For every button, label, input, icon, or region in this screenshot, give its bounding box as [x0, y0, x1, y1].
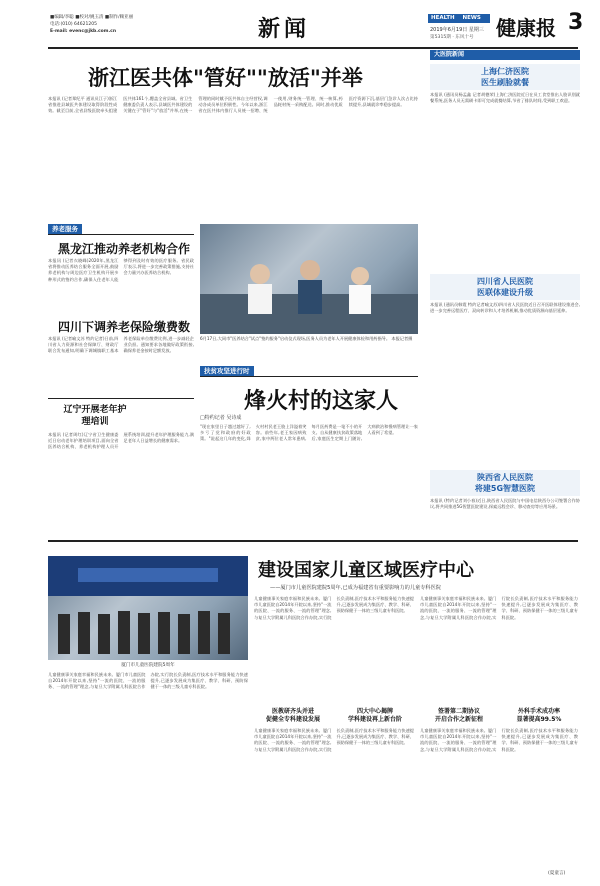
bottom-body-right: [420, 596, 578, 704]
section-title: 新闻: [258, 16, 311, 42]
bottom-body-right-text: 儿童健康事关家庭幸福和民族未来。厦门市儿童医院自2014年开院以来,坚持"一流的医院、一流的服务、一流的管理"理念,与复旦大学附属儿科医院合作办院,实行院长负责制,医疗技术水平和服务能力快速提升,已逐步发展成为集医疗、教学、科研、预防保健于一体的三级儿童专科医院。: [420, 596, 578, 620]
bottom-body-mid-text: 儿童健康事关家庭幸福和民族未来。厦门市儿童医院自2014年开院以来,坚持"一流的医院、一流的服务、一流的管理"理念,与复旦大学附属儿科医院合作办院,实行院长负责制,医疗技术水平和服务能力快速提升,已逐步发展成为集医疗、教学、科研、预防保健于一体的三级儿童专科医院。: [254, 596, 414, 620]
page-number: 3: [568, 10, 584, 35]
bottom-body-mid2: [254, 728, 414, 872]
bottom-subhead-3: 签署第二期协议 开启合作之新征程: [434, 708, 483, 723]
photo1-caption: 6月17日,大同市"医养结合"试点"签约服务"启动仪式现场,医务人员为老年人开展健康体检和用药指导。 本报记者摄: [200, 336, 413, 341]
lead-headline: 浙江医共体"管好""放活"并举: [88, 65, 363, 90]
photo-ceremony-illustration: [48, 556, 248, 660]
eldercare-body-3: 本报讯 (记者周红)辽宁省卫生健康委近日启动老年护理培训项目,面向全省医养结合机构、养老机构护理人员开展系统培训,提升老年护理服务能力,满足老年人日益增长的健康需求。: [48, 432, 194, 450]
editor-info: [50, 14, 200, 35]
bottom-body-mid: [254, 596, 414, 706]
poverty-tab: 扶贫攻坚进行时: [200, 366, 254, 377]
health-label: HEALTH: [431, 15, 455, 21]
bottom-body-right2: [420, 728, 578, 864]
eldercare-headline-2: 四川下调养老保险缴费数: [58, 320, 191, 334]
issue-edition: 第5315期 · 东风十号: [430, 35, 474, 40]
poverty-byline: □特约记者 吴诗成: [200, 415, 242, 421]
issue-date: 2019年6月19日 星期三: [430, 27, 484, 33]
lead-body: 本报讯 (记者郑纪平 通讯员江子)浙江省推进县域医共体建设取得阶段性成效。截至目前,全省县级医院牵头组建医共体161个,覆盖全省县域。省卫生健康委负责人表示,县域医共体建设的关键在于"管好"与"放活"并举,在统一管理的同时赋予医共体自主经营权,调动各成员单位积极性。今年以来,浙江省在医共体内推行人员统一招聘、统一使用,财务统一管理、统一核算,药品耗材统一采购配送。同时,推动优质医疗资源下沉,基层门急诊人次占比持续提升,县域就诊率稳步提高。: [48, 96, 418, 114]
eldercare-tab: 养老服务: [48, 224, 82, 235]
right-body-1: 本报讯 (通讯员杨孟鑫 记者胡德荣)上海仁济医院近日在员工食堂推出人脸识别就餐系统,医务人员无需刷卡即可完成就餐结算,节省了排队时间,受到职工欢迎。: [430, 92, 580, 104]
editor-line: ■编辑/李聪 ■校对/姚玉清 ■制作/赖亚丽: [50, 15, 134, 20]
email-line: E-mail: evenc@jkb.com.cn: [50, 29, 117, 34]
bottom-signature: (夏童言): [548, 871, 566, 876]
health-news-bar: [428, 14, 490, 23]
hospital-anniversary-photo: [48, 556, 248, 660]
hospital-news-badge: 大医院新闻: [430, 50, 580, 60]
eldercare-divider: [48, 398, 194, 399]
eldercare-body-2: 本报讯 (记者喻文苏 特约记者)日前,四川省人力资源和社会保障厅、财政厅联合发布通知,明确下调城镇职工基本养老保险单位缴费比例,进一步减轻企业负担。通知要求各地做好政策衔接,确保养老金按时足额发放。: [48, 336, 194, 354]
bottom-subhead-4: 外科手术成功率 显著提高99.5%: [516, 708, 562, 723]
bottom-body-mid2-text: 儿童健康事关家庭幸福和民族未来。厦门市儿童医院自2014年开院以来,坚持"一流的医院、一流的服务、一流的管理"理念,与复旦大学附属儿科医院合作办院,实行院长负责制,医疗技术水平和服务能力快速提升,已逐步发展成为集医疗、教学、科研、预防保健于一体的三级儿童专科医院。: [254, 728, 414, 752]
bottom-subhead-1: 医教研齐头并进 促健全专科建设发展: [265, 708, 320, 723]
eldercare-body-1: 本报讯 (记者衣晓峰)2020年,黑龙江省将推动医养结合服务全面开展,鼓励养老机构与周边医疗卫生机构开展多种形式的签约合作,确保入住老年人能够得到及时有效的医疗服务。省民政厅表示,将进一步完善政策措施,支持社会力量兴办医养结合机构。: [48, 258, 194, 282]
bottom-photo-caption: 厦门市儿童医院建院5周年: [121, 663, 175, 668]
eldercare-headline-3-text: 辽宁开展老年护理培训: [63, 405, 127, 427]
poverty-body: "现在家里日子越过越好了,多亏了党和政府的好政策。"说起这几年的变化,烽火村村民老王脸上洋溢着笑容。前些年,老王家因病致贫,家中两位老人常年患病,每月医药费是一笔不小的开支。自从健康扶贫政策落地后,家庭医生定期上门随访,大病救治和慢病管理让一家人看到了希望。: [200, 424, 418, 442]
poverty-rule: [200, 376, 418, 377]
bottom-subtitle: ——厦门市儿童医院建院5周年,已成为福建省有重要影响力的儿童专科医院: [270, 585, 441, 591]
eldercare-headline-1: 黑龙江推动养老机构合作: [58, 242, 191, 256]
right-headline-3: 陕西省人民医院 将建5G智慧医院: [430, 470, 580, 496]
right-body-3: 本报讯 (特约记者刘小春)近日,陕西省人民医院与中国电信陕西分公司签署合作协议,将共同推进5G智慧医院建设,探索远程会诊、移动查房等应用场景。: [430, 498, 580, 510]
right-headline-1: 上海仁济医院 医生刷脸就餐: [430, 64, 580, 90]
phone-line: 电话:(010) 64621205: [50, 22, 97, 27]
bottom-body-left: 儿童健康事关家庭幸福和民族未来。厦门市儿童医院自2014年开院以来,坚持"一流的医院、一流的服务、一流的管理"理念,与复旦大学附属儿科医院合作办院,实行院长负责制,医疗技术水平和服务能力快速提升,已逐步发展成为集医疗、教学、科研、预防保健于一体的三级儿童专科医院。: [48, 672, 248, 690]
masthead-rule: [48, 47, 578, 49]
eldercare-headline-3: [60, 404, 130, 428]
photo-people-illustration: [200, 224, 418, 334]
right-body-2: 本报讯 (通讯员韩霞 特约记者喻文苏)四川省人民医院近日召开医联体建设推进会,进一步完善远程医疗、双向转诊和人才培养机制,推动优质资源向基层延伸。: [430, 302, 580, 314]
elderly-care-photo: [200, 224, 418, 334]
paper-name: 健康报: [496, 16, 556, 40]
news-label: NEWS: [462, 15, 481, 21]
bottom-rule: [48, 540, 578, 542]
eldercare-rule: [48, 234, 194, 235]
bottom-headline: 建设国家儿童区域医疗中心: [258, 560, 474, 581]
right-headline-2: 四川省人民医院 医联体建设升级: [430, 274, 580, 300]
bottom-body-right2-text: 儿童健康事关家庭幸福和民族未来。厦门市儿童医院自2014年开院以来,坚持"一流的医院、一流的服务、一流的管理"理念,与复旦大学附属儿科医院合作办院,实行院长负责制,医疗技术水平和服务能力快速提升,已逐步发展成为集医疗、教学、科研、预防保健于一体的三级儿童专科医院。: [420, 728, 578, 752]
poverty-headline: 烽火村的这家人: [244, 388, 399, 414]
bottom-subhead-2: 四大中心揭牌 学科建设再上新台阶: [347, 708, 402, 723]
